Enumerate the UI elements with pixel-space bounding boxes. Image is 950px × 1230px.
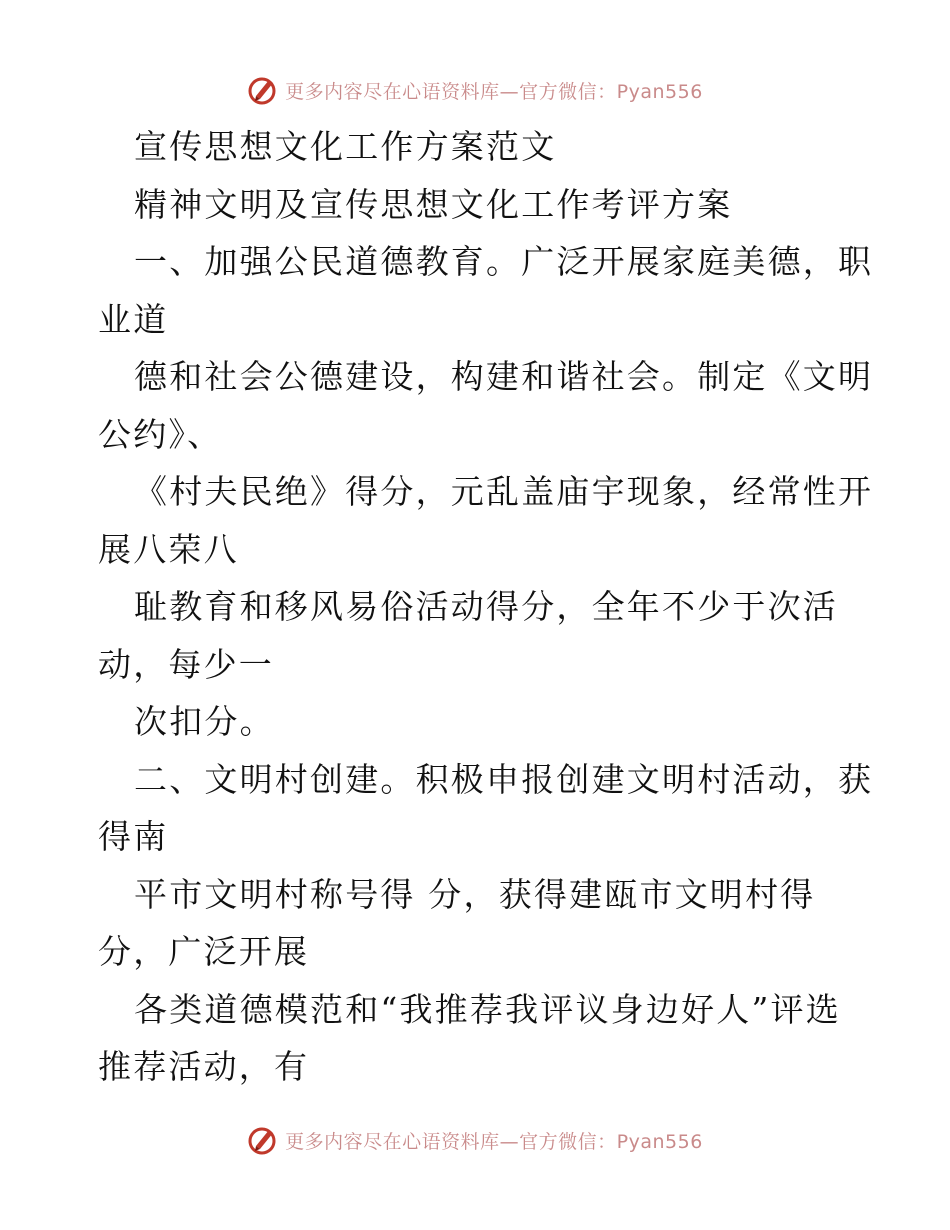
paragraph-line: 业道 — [98, 299, 169, 339]
watermark-text: 更多内容尽在心语资料库—官方微信：Pyan556 — [285, 80, 703, 103]
pen-circle-icon — [247, 74, 279, 106]
paragraph-line: 得南 — [98, 817, 169, 856]
paragraph-line: 分，广泛开展 — [98, 932, 310, 971]
document-title: 宣传思想文化工作方案范文 — [134, 127, 557, 166]
watermark-footer — [0, 1120, 950, 1160]
document-subtitle: 精神文明及宣传思想文化工作考评方案 — [134, 184, 733, 224]
paragraph-line: 二、文明村创建。积极申报创建文明村活动，获 — [134, 759, 874, 799]
paragraph-line: 公约》、 — [98, 414, 223, 454]
paragraph-line: 推荐活动，有 — [98, 1047, 310, 1086]
paragraph-line: 平市文明村称号得 分，获得建瓯市文明村得 — [134, 874, 816, 914]
paragraph-line: 动，每少一 — [98, 644, 274, 684]
paragraph-line: 一、加强公民道德教育。广泛开展家庭美德，职 — [134, 242, 874, 281]
paragraph-line: 各类道德模范和“我推荐我评议身边好人”评选 — [134, 989, 841, 1029]
paragraph-line: 次扣分。 — [134, 702, 275, 741]
paragraph-line: 展八荣八 — [98, 529, 239, 569]
watermark-header — [0, 70, 950, 110]
paragraph-line: 耻教育和移风易俗活动得分，全年不少于次活 — [134, 587, 838, 626]
paragraph-line: 德和社会公德建设，构建和谐社会。制定《文明 — [134, 357, 874, 396]
pen-circle-icon — [247, 1124, 279, 1156]
document-body — [98, 118, 874, 1096]
paragraph-line: 《村夫民绝》得分，元乱盖庙宇现象，经常性开 — [134, 472, 874, 511]
watermark-text: 更多内容尽在心语资料库—官方微信：Pyan556 — [285, 1130, 703, 1153]
